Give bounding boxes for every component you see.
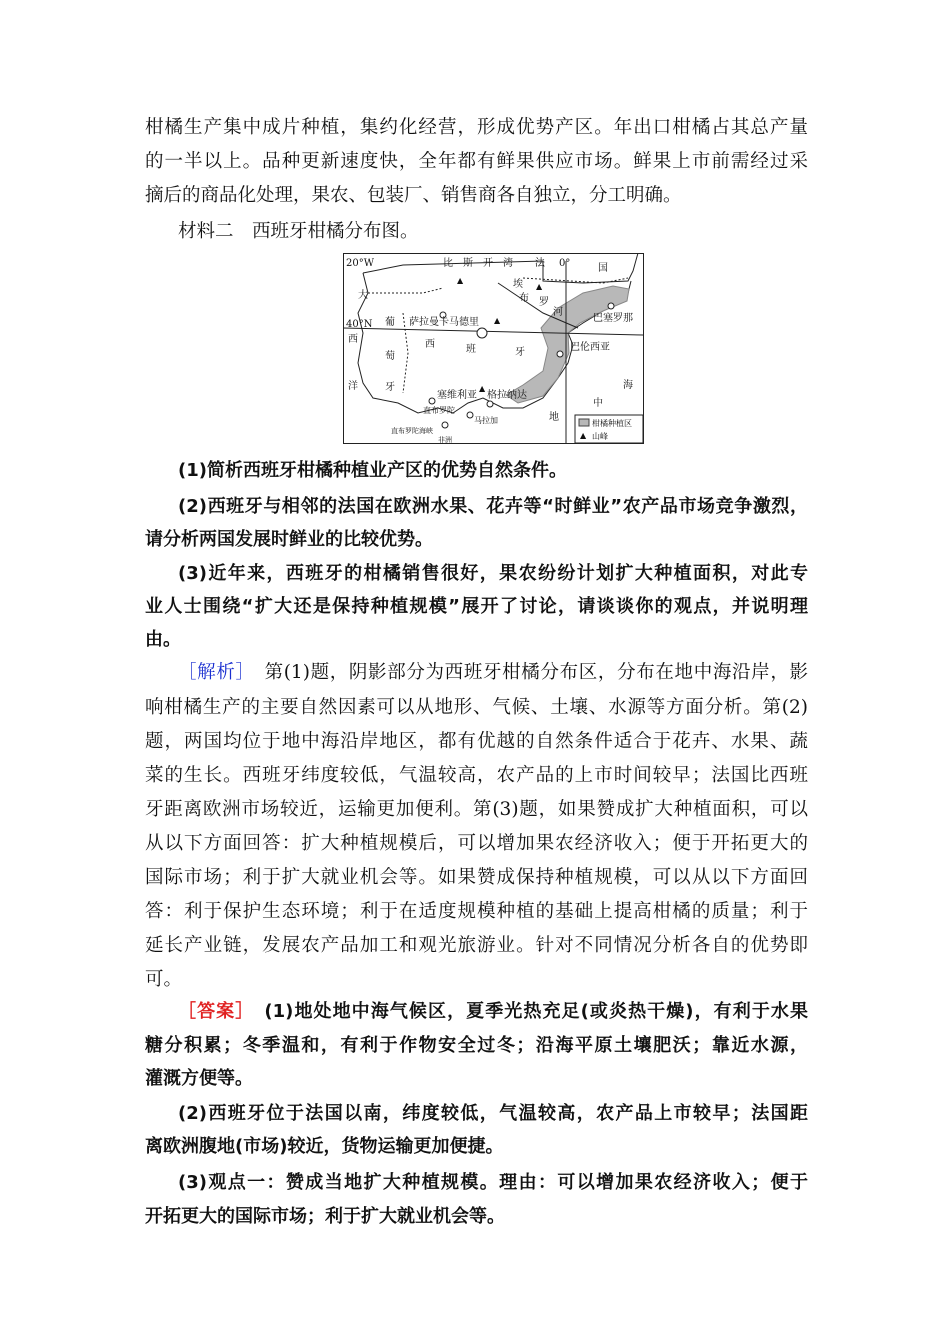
svg-text:▲: ▲ [457, 276, 464, 285]
svg-text:巴伦西亚: 巴伦西亚 [570, 342, 610, 353]
answer-line: 灌溉方便等。 [145, 1068, 253, 1089]
spain-citrus-map [343, 253, 644, 444]
intro-line: 的一半以上。品种更新速度快，全年都有鲜果供应市场。鲜果上市前需经过采 [145, 151, 808, 172]
svg-text:▲: ▲ [479, 384, 486, 393]
citrus-legend-swatch [579, 419, 589, 426]
madrid-dot [477, 328, 487, 338]
answer-line: 开拓更大的国际市场；利于扩大就业机会等。 [145, 1206, 505, 1227]
svg-text:柑橘种植区: 柑橘种植区 [592, 419, 632, 428]
answer-line: (3)观点一：赞成当地扩大种植规模。理由：可以增加果农经济收入；便于 [178, 1172, 808, 1193]
svg-text:班: 班 [466, 344, 476, 355]
svg-text:马德里: 马德里 [449, 317, 479, 328]
analysis-line: 可。 [145, 969, 183, 990]
question-3-cont: 由。 [145, 629, 181, 650]
svg-text:大: 大 [358, 290, 368, 301]
svg-text:葡: 葡 [385, 317, 395, 328]
analysis-line: 延长产业链，发展农产品加工和观光旅游业。针对不同情况分析各自的优势即 [145, 935, 808, 956]
svg-text:萨拉曼卡: 萨拉曼卡 [409, 317, 449, 328]
svg-text:▲: ▲ [494, 316, 501, 325]
question-2-cont: 请分析两国发展时鲜业的比较优势。 [145, 529, 433, 550]
material-caption: 材料二 西班牙柑橘分布图。 [178, 221, 419, 242]
svg-text:法: 法 [535, 258, 545, 269]
analysis-line: 响柑橘生产的主要自然因素可以从地形、气候、土壤、水源等方面分析。第(2) [145, 697, 808, 718]
svg-text:非洲: 非洲 [438, 436, 452, 444]
question-3: (3)近年来，西班牙的柑橘销售很好，果农纷纷计划扩大种植面积，对此专 [178, 563, 808, 584]
svg-text:罗: 罗 [539, 297, 549, 308]
answer-line: 糖分积累；冬季温和，有利于作物安全过冬；沿海平原土壤肥沃；靠近水源， [145, 1035, 808, 1056]
svg-text:牙: 牙 [385, 382, 395, 393]
analysis-line: 牙距离欧洲市场较近，运输更加便利。第(3)题，如果赞成扩大种植面积，可以 [145, 799, 808, 820]
question-3-cont: 业人士围绕“扩大还是保持种植规模”展开了讨论，请谈谈你的观点，并说明理 [145, 596, 808, 617]
analysis-line: 菜的生长。西班牙纬度较低，气温较高，农产品的上市时间较早；法国比西班 [145, 765, 808, 786]
svg-text:布: 布 [519, 293, 529, 304]
svg-text:埃: 埃 [513, 279, 523, 290]
peak-icon: ▲ [580, 431, 587, 440]
analysis-line: 国际市场；利于扩大就业机会等。如果赞成保持种植规模，可以从以下方面回 [145, 867, 808, 888]
analysis-tag: ［解析］ [178, 662, 246, 683]
svg-text:河: 河 [553, 307, 563, 318]
question-1: (1)简析西班牙柑橘种植业产区的优势自然条件。 [178, 460, 567, 481]
analysis-line-1: ［解析］ 第(1)题，阴影部分为西班牙柑橘分布区，分布在地中海沿岸，影 [178, 662, 808, 683]
svg-text:山峰: 山峰 [592, 432, 608, 441]
svg-text:直布罗陀海峡: 直布罗陀海峡 [391, 427, 433, 435]
svg-text:马拉加: 马拉加 [474, 416, 498, 425]
svg-text:洋: 洋 [348, 381, 358, 392]
answer-line: 离欧洲腹地(市场)较近，货物运输更加便捷。 [145, 1136, 504, 1157]
svg-text:牙: 牙 [515, 347, 525, 358]
svg-text:国: 国 [598, 263, 608, 274]
svg-text:西: 西 [348, 334, 358, 345]
analysis-line: 题，两国均位于地中海沿岸地区，都有优越的自然条件适合于花卉、水果、蔬 [145, 731, 808, 752]
question-2: (2)西班牙与相邻的法国在欧洲水果、花卉等“时鲜业”农产品市场竞争激烈， [178, 496, 808, 517]
svg-text:0°: 0° [559, 258, 571, 269]
answer-tag: ［答案］ [178, 1001, 246, 1022]
answer-line-1: ［答案］ (1)地处地中海气候区，夏季光热充足(或炎热干燥)，有利于水果 [178, 1001, 808, 1022]
analysis-line: 从以下方面回答：扩大种植规模后，可以增加果农经济收入；便于开拓更大的 [145, 833, 808, 854]
svg-text:▲: ▲ [536, 282, 543, 291]
svg-text:比 斯 开 湾: 比 斯 开 湾 [443, 258, 513, 269]
analysis-line: 答：利于保护生态环境；利于在适度规模种植的基础上提高柑橘的质量；利于 [145, 901, 808, 922]
svg-text:西: 西 [425, 339, 435, 350]
svg-text:20°W: 20°W [346, 258, 375, 269]
svg-text:塞维利亚: 塞维利亚 [437, 390, 477, 401]
svg-text:40°N: 40°N [346, 319, 373, 330]
answer-line: (2)西班牙位于法国以南，纬度较低，气温较高，农产品上市较早；法国距 [178, 1103, 808, 1124]
svg-text:地: 地 [549, 412, 559, 423]
intro-line: 摘后的商品化处理，果农、包装厂、销售商各自独立，分工明确。 [145, 185, 682, 206]
svg-text:直布罗陀: 直布罗陀 [423, 406, 455, 415]
intro-line: 柑橘生产集中成片种植，集约化经营，形成优势产区。年出口柑橘占其总产量 [145, 117, 808, 138]
svg-text:格拉纳达: 格拉纳达 [487, 390, 527, 401]
svg-text:中: 中 [593, 398, 603, 409]
svg-text:萄: 萄 [385, 351, 395, 362]
svg-text:海: 海 [623, 380, 633, 391]
svg-text:巴塞罗那: 巴塞罗那 [593, 313, 633, 324]
